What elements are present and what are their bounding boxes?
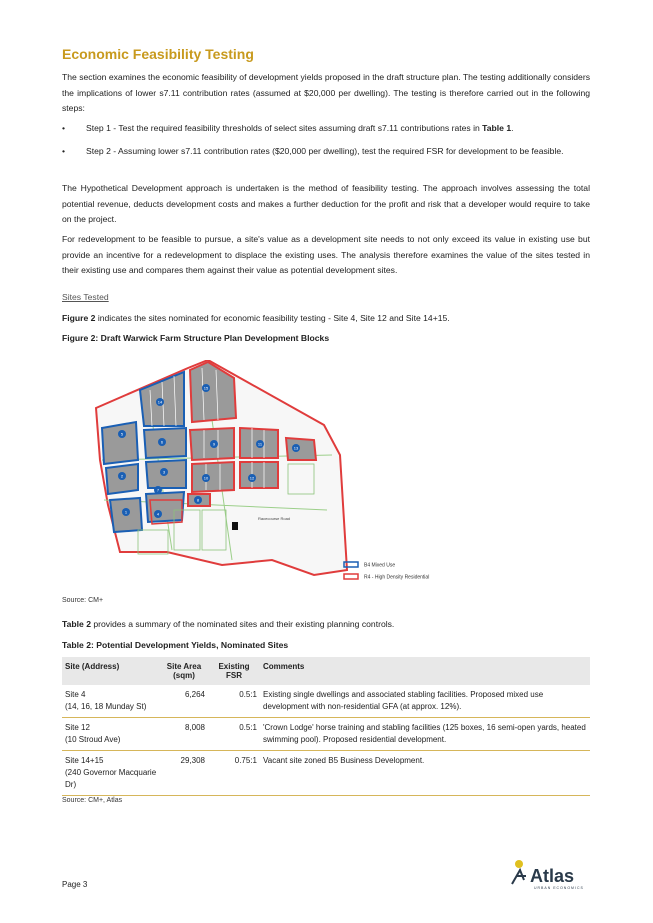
table-reference: Table 2 provides a summary of the nominated sites and their existing planning controls. (62, 619, 395, 629)
site-3-label: 3 (162, 469, 166, 475)
col-fsr: Existing FSR (208, 657, 260, 685)
fsr-cell: 0.5:1 (208, 685, 260, 718)
site-cell: Site 12 (10 Stroud Ave) (62, 718, 160, 751)
comment-cell: Existing single dwellings and associated stabling facilities. Proposed mixed use development with non-residential GFA (at approx. 12%). (260, 685, 590, 718)
legend-residential-label: R4 - High Density Residential (364, 574, 430, 581)
area-cell: 29,308 (160, 751, 208, 796)
site-8-label: 8 (196, 497, 200, 503)
col-comments: Comments (260, 657, 590, 685)
step-2-text: Step 2 - Assuming lower s7.11 contribution rates ($20,000 per dwelling), test the required FSR for development to be feasible. (86, 146, 564, 156)
block-13 (286, 438, 316, 460)
site-11-label: 11 (257, 441, 263, 447)
logo-figure-icon (512, 870, 526, 884)
site-4-label: 4 (156, 511, 160, 517)
site-cell: Site 4 (14, 16, 18 Munday St) (62, 685, 160, 718)
map-legend (344, 562, 429, 581)
block-10 (192, 462, 234, 492)
area-cell: 6,264 (160, 685, 208, 718)
bullet-icon: • (62, 146, 66, 156)
site-15-label: 15 (203, 385, 209, 391)
table-2-ref: Table 2 (62, 619, 91, 629)
figure-2-ref: Figure 2 (62, 313, 96, 323)
figure-reference: Figure 2 indicates the sites nominated for economic feasibility testing - Site 4, Site 12 and Site 14+15. (62, 313, 450, 323)
legend-residential-swatch (344, 574, 358, 579)
logo-tagline: URBAN ECONOMICS (534, 886, 584, 890)
site-cell: Site 14+15 (240 Governor Macquarie Dr) (62, 751, 160, 796)
block-12 (240, 462, 278, 488)
sites-tested-link[interactable]: Sites Tested (62, 292, 109, 302)
site-12-label: 12 (249, 475, 255, 481)
site-6-label: 6 (160, 439, 164, 445)
table-row (62, 685, 590, 718)
legend-mixed-label: B4 Mixed Use (364, 562, 396, 569)
comment-cell: Vacant site zoned B5 Business Development. (260, 751, 590, 796)
comment-cell: 'Crown Lodge' horse training and stabling facilities (125 boxes, 16 semi-open yards, heated swimming pool). Proposed residential development. (260, 718, 590, 751)
table-row (62, 751, 590, 796)
fsr-cell: 0.75:1 (208, 751, 260, 796)
section-title: Economic Feasibility Testing (62, 46, 254, 62)
site-2-label: 2 (120, 473, 124, 479)
structure-plan-map (92, 360, 442, 585)
logo-name: Atlas (530, 866, 575, 886)
area-cell: 8,008 (160, 718, 208, 751)
step-1-text: Step 1 - Test the required feasibility thresholds of select sites assuming draft s7.11 contributions rates in Table 1. (86, 123, 514, 133)
figure-title: Figure 2: Draft Warwick Farm Structure Plan Development Blocks (62, 333, 330, 343)
site-9-label: 9 (212, 441, 216, 447)
page-number: Page 3 (62, 880, 88, 889)
block-5 (102, 422, 138, 464)
site-14-label: 14 (157, 399, 163, 405)
method-paragraph: The Hypothetical Development approach is undertaken is the method of feasibility testing. The approach involves assessing the total potential revenue, deducts development costs and makes a further deduction for the profit and risk that a developer would require to take on the project. (62, 183, 590, 224)
table-1-ref: Table 1 (482, 123, 512, 133)
site-7-label: 7 (156, 487, 160, 493)
table-row (62, 718, 590, 751)
table-header-row (62, 657, 590, 685)
figure-source: Source: CM+ (62, 597, 104, 604)
building-icon (232, 522, 238, 530)
site-1-label: 1 (124, 509, 128, 515)
col-area: Site Area (sqm) (160, 657, 208, 685)
table-source: Source: CM+, Atlas (62, 797, 123, 804)
redevelopment-paragraph: For redevelopment to be feasible to pursue, a site's value as a development site needs to not only exceed its value in existing use but provide an incentive for a redevelopment to displace the existing uses. The analysis therefore examines the value of the sites tested in their existing use and compares them against their value as potential development sites. (62, 234, 590, 275)
racecourse-label: Racecourse Road (258, 516, 291, 521)
atlas-logo (508, 858, 598, 892)
yields-table (62, 657, 590, 796)
logo-sun-icon (515, 860, 523, 868)
bullet-icon: • (62, 123, 66, 133)
site-5-label: 5 (120, 431, 124, 437)
fsr-cell: 0.5:1 (208, 718, 260, 751)
site-10-label: 10 (203, 475, 209, 481)
intro-paragraph: The section examines the economic feasibility of development yields proposed in the draft structure plan. The testing additionally considers the implications of lower s7.11 contribution rates (assumed at $20,000 per dwelling). The testing is therefore carried out in the following steps: (62, 72, 590, 113)
col-site: Site (Address) (62, 657, 160, 685)
site-13-label: 13 (293, 445, 299, 451)
table-title: Table 2: Potential Development Yields, Nominated Sites (62, 640, 289, 650)
